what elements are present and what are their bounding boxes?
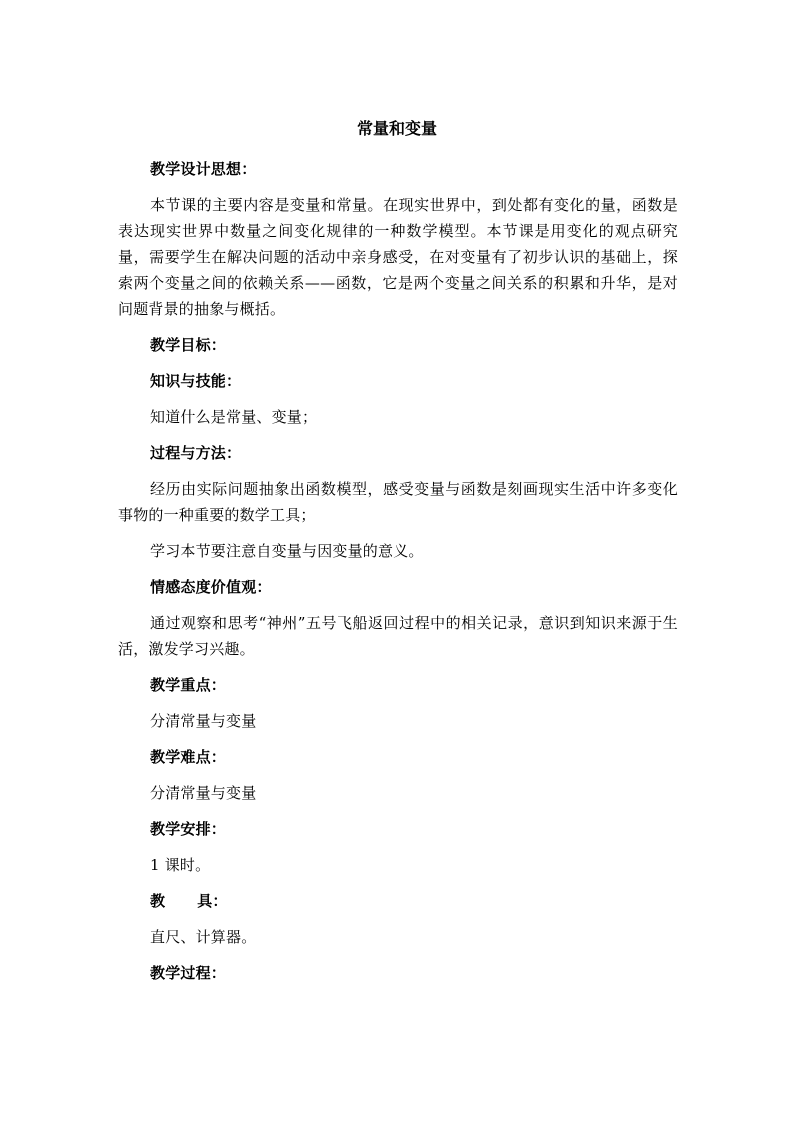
tools-label-part-2: 具： [197,892,228,910]
tools-heading [118,888,678,914]
goals-heading: 教学目标： [150,336,227,354]
difficulty-text: 分清常量与变量 [150,784,257,802]
tools-label-part-1: 教 [150,892,166,910]
emotion-heading: 情感态度价值观： [150,578,272,596]
procedure-heading: 教学过程： [150,964,227,982]
process-text-1: 经历由实际问题抽象出函数模型，感受变量与函数是刻画现实生活中许多变化事物的一种重要的数学工具； [118,480,678,524]
schedule-text: 1 课时。 [150,856,211,874]
tools-text: 直尺、计算器。 [150,928,257,946]
key-text: 分清常量与变量 [150,712,257,730]
process-heading: 过程与方法： [150,444,242,462]
document-title: 常量和变量 [356,119,437,138]
knowledge-heading: 知识与技能： [150,372,242,390]
key-heading: 教学重点： [150,676,227,694]
document-body [118,156,678,996]
knowledge-text: 知道什么是常量、变量； [150,408,318,426]
difficulty-heading: 教学难点： [150,748,227,766]
design-heading: 教学设计思想： [150,160,257,178]
schedule-heading: 教学安排： [150,820,227,838]
emotion-text: 通过观察和思考“神州”五号飞船返回过程中的相关记录，意识到知识来源于生活，激发学习兴趣。 [118,614,678,658]
process-text-2: 学习本节要注意自变量与因变量的意义。 [150,542,424,560]
design-text: 本节课的主要内容是变量和常量。在现实世界中，到处都有变化的量，函数是表达现实世界中数量之间变化规律的一种数学模型。本节课是用变化的观点研究量，需要学生在解决问题的活动中亲身感受，在对变量有了初步认识的基础上，探索两个变量之间的依赖关系——函数，它是两个变量之间关系的积累和升华，是对问题背景的抽象与概括。 [118,196,678,318]
